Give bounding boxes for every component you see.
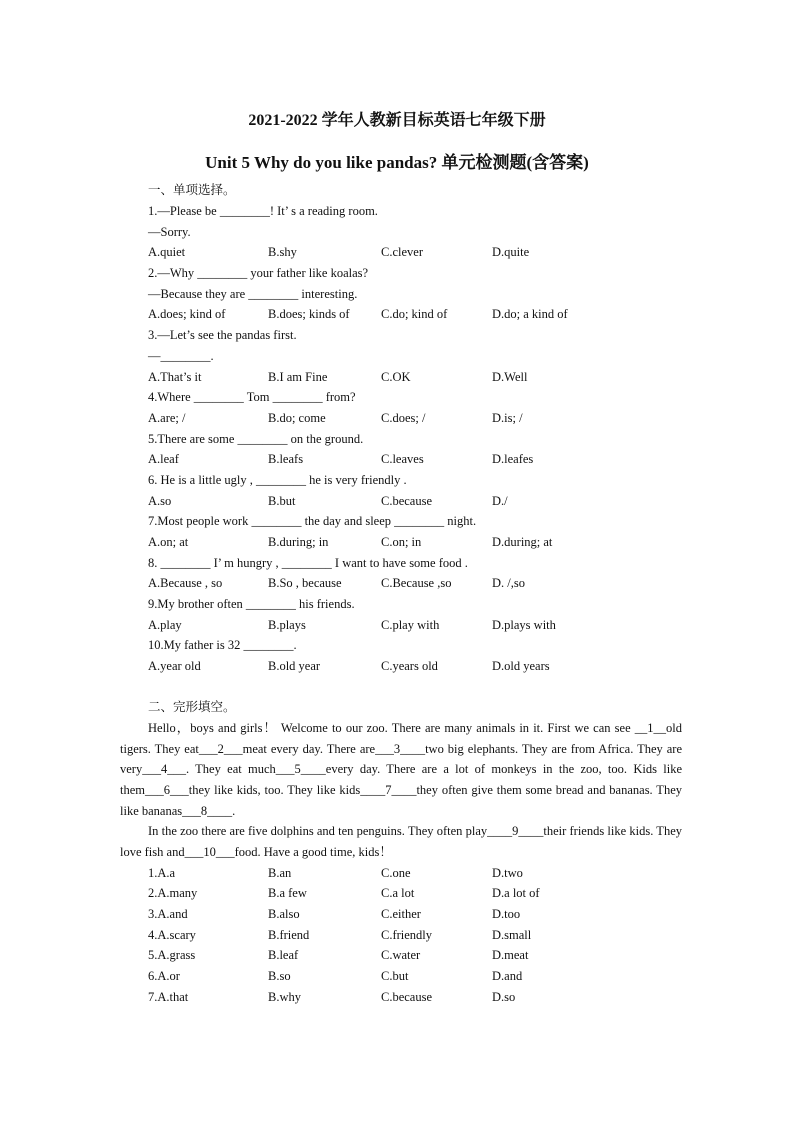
option-row — [148, 449, 678, 470]
section2-questions — [148, 863, 678, 1008]
option-a: A.year old — [148, 659, 201, 674]
question-line: 8. ________ I’ m hungry , ________ I want to have some food . — [148, 555, 468, 570]
question-item — [148, 263, 678, 325]
option-d: D.two — [492, 865, 523, 880]
option-d: D.leafes — [492, 452, 534, 467]
option-row — [148, 532, 678, 553]
option-c: C.Because ,so — [381, 576, 452, 591]
option-b: B.why — [268, 989, 301, 1004]
option-a: 7.A.that — [148, 989, 189, 1004]
option-row — [148, 573, 678, 594]
question-line: 4.Where ________ Tom ________ from? — [148, 390, 356, 405]
option-d: D. /,so — [492, 576, 525, 591]
question-line: 2.—Why ________ your father like koalas? — [148, 266, 369, 281]
option-c: C.play with — [381, 617, 440, 632]
option-b: B.old year — [268, 659, 321, 674]
question-line: —Sorry. — [148, 224, 191, 239]
option-row — [148, 615, 678, 636]
document-title: 2021-2022 学年人教新目标英语七年级下册 — [248, 112, 546, 129]
option-d: D.and — [492, 969, 523, 984]
option-c: C.OK — [381, 369, 411, 384]
option-row — [148, 883, 678, 904]
option-b: B.so — [268, 969, 291, 984]
option-a: A.play — [148, 617, 182, 632]
question-item — [148, 387, 678, 428]
option-a: A.does; kind of — [148, 307, 226, 322]
option-row — [148, 408, 678, 429]
option-a: A.on; at — [148, 535, 189, 549]
section-gap — [148, 677, 678, 697]
question-line: 1.—Please be ________! It’ s a reading room. — [148, 204, 378, 218]
option-c: C.because — [381, 989, 433, 1004]
option-c: C.because — [381, 493, 433, 508]
option-a: A.so — [148, 493, 172, 508]
option-b: B.during; in — [268, 535, 329, 549]
option-row — [148, 863, 678, 884]
option-d: D.plays with — [492, 617, 556, 632]
option-b: B.but — [268, 493, 296, 508]
option-b: B.an — [268, 865, 292, 880]
option-row — [148, 367, 678, 388]
option-b: B.leaf — [268, 948, 299, 963]
option-d: D.do; a kind of — [492, 307, 568, 322]
option-c: C.but — [381, 969, 409, 984]
option-row — [148, 945, 678, 966]
option-c: C.a lot — [381, 886, 415, 901]
option-a: A.leaf — [148, 452, 179, 467]
option-a: 6.A.or — [148, 969, 180, 984]
option-b: B.shy — [268, 245, 297, 260]
option-b: B.leafs — [268, 452, 304, 467]
cloze-paragraph-1: Hello，boys and girls！ Welcome to our zoo. There are many animals in it. First we can see __1__old tigers. They eat___2___meat every day. There are___3____two big elephants. They are from Africa. They are very___4___. They eat much___5____every day. There are a lot of monkeys in the zoo, too. Kids like them___6___they like kids, too. They like kids____7____they often give them some bread and bananas. They like bananas___8____. — [120, 720, 682, 818]
option-c: C.years old — [381, 659, 438, 674]
section1-heading: 一、单项选择。 — [148, 183, 236, 197]
section2-heading: 二、完形填空。 — [148, 699, 236, 714]
question-line: 6. He is a little ugly , ________ he is very friendly . — [148, 472, 407, 487]
option-d: D.during; at — [492, 535, 553, 549]
option-c: C.friendly — [381, 927, 433, 942]
option-c: C.do; kind of — [381, 307, 448, 322]
option-d: D.small — [492, 927, 532, 942]
option-c: C.water — [381, 948, 421, 963]
question-line: 7.Most people work ________ the day and sleep ________ night. — [148, 514, 477, 529]
question-item — [148, 594, 678, 635]
option-d: D.old years — [492, 659, 550, 674]
option-d: D.too — [492, 907, 521, 922]
question-line: 9.My brother often ________ his friends. — [148, 597, 355, 612]
option-a: 3.A.and — [148, 907, 188, 922]
option-a: 2.A.many — [148, 886, 198, 901]
option-row — [148, 987, 678, 1008]
option-a: A.quiet — [148, 245, 186, 260]
option-b: B.I am Fine — [268, 369, 328, 384]
section1-questions — [148, 201, 678, 677]
question-line: —Because they are ________ interesting. — [148, 286, 358, 301]
option-b: B.also — [268, 907, 300, 922]
question-item — [148, 429, 678, 470]
option-b: B.So , because — [268, 576, 342, 591]
option-row — [148, 304, 678, 325]
option-a: 4.A.scary — [148, 927, 196, 942]
option-a: 1.A.a — [148, 865, 176, 880]
option-row — [148, 925, 678, 946]
option-a: A.are; / — [148, 410, 186, 425]
option-b: B.do; come — [268, 410, 326, 425]
option-c: C.one — [381, 865, 411, 880]
question-item — [148, 511, 678, 552]
option-b: B.a few — [268, 886, 307, 901]
question-item — [148, 470, 678, 511]
question-item — [148, 201, 678, 263]
option-c: C.on; in — [381, 535, 422, 549]
question-line: 5.There are some ________ on the ground. — [148, 431, 364, 446]
question-line: 10.My father is 32 ________. — [148, 638, 297, 653]
question-line: 3.—Let’s see the pandas first. — [148, 328, 297, 343]
question-item — [148, 635, 678, 676]
option-row — [148, 242, 678, 263]
option-row — [148, 656, 678, 677]
document-body — [120, 180, 682, 1008]
option-row — [148, 904, 678, 925]
option-b: B.does; kinds of — [268, 307, 350, 322]
option-d: D.meat — [492, 948, 529, 963]
option-row — [148, 491, 678, 512]
question-item — [148, 553, 678, 594]
option-a: A.That’s it — [148, 369, 202, 384]
option-c: C.leaves — [381, 452, 424, 467]
option-b: B.friend — [268, 927, 310, 942]
option-d: D.Well — [492, 369, 528, 384]
cloze-paragraph-2: In the zoo there are five dolphins and ten penguins. They often play____9____their friends like kids. They love fish and___10___food. Have a good time, kids！ — [120, 824, 682, 860]
option-d: D.so — [492, 989, 516, 1004]
document-subtitle: Unit 5 Why do you like pandas? 单元检测题(含答案) — [205, 153, 589, 172]
option-a: A.Because , so — [148, 576, 223, 591]
option-d: D./ — [492, 493, 508, 508]
option-d: D.is; / — [492, 410, 523, 425]
option-b: B.plays — [268, 617, 306, 632]
question-item — [148, 325, 678, 387]
question-line: —________. — [148, 348, 214, 363]
option-d: D.a lot of — [492, 886, 540, 901]
option-d: D.quite — [492, 245, 530, 260]
option-c: C.clever — [381, 245, 423, 260]
option-a: 5.A.grass — [148, 948, 196, 963]
option-c: C.either — [381, 907, 421, 922]
option-c: C.does; / — [381, 410, 426, 425]
option-row — [148, 966, 678, 987]
